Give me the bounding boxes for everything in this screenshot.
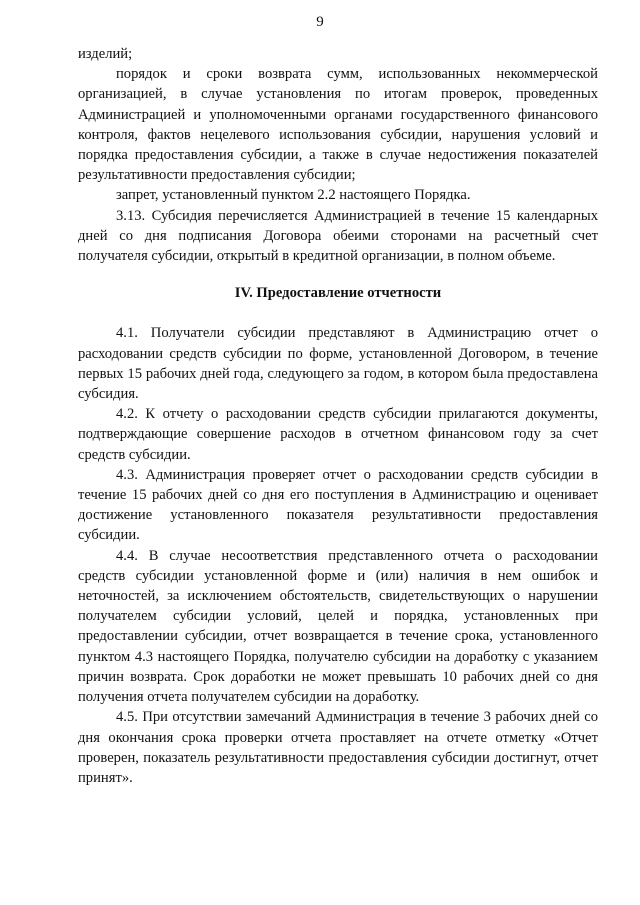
paragraph-4-1: 4.1. Получатели субсидии представляют в Администрацию отчет о расходовании средств субсидии по форме, установленной Договором, в течение первых 15 рабочих дней года, следующего за годом, в котором была предоставлена субсидия.	[78, 325, 598, 403]
paragraph-4-3: 4.3. Администрация проверяет отчет о расходовании средств субсидии в течение 15 рабочих дней со дня его поступления в Администрацию и оценивает достижение установленного показателя результативности предоставления субсидии.	[78, 466, 598, 544]
paragraph-4-2: 4.2. К отчету о расходовании средств субсидии прилагаются документы, подтверждающие совершение расходов в отчетном финансовом году за счет средств субсидии.	[78, 406, 598, 463]
paragraph-4-4: 4.4. В случае несоответствия представленного отчета о расходовании средств субсидии установленной форме и (или) наличия в нем ошибок и неточностей, за исключением обстоятельств, свидетельствующих о нарушении получателем субсидии условий, целей и порядка, установленных при предоставлении субсидии, отчет возвращается в течение срока, установленного пунктом 4.3 настоящего Порядка, получателю субсидии на доработку с указанием причин возврата. Срок доработки не может превышать 10 рабочих дней со дня получения отчета получателем субсидии на доработку.	[78, 547, 598, 706]
paragraph-3-13: 3.13. Субсидия перечисляется Администрацией в течение 15 календарных дней со дня подписания Договора обеими сторонами на расчетный счет получателя субсидии, открытый в кредитной организации, в полном объеме.	[78, 207, 598, 265]
paragraph-refund-procedure: порядок и сроки возврата сумм, использованных некоммерческой организацией, в случае установления по итогам проверок, проведенных Администрацией и уполномоченными органами государственного финансового контроля, фактов нецелевого использования субсидии, нарушения условий и порядка предоставления субсидии, а также в случае недостижения показателей результативности предоставления субсидии;	[78, 66, 598, 184]
paragraph-4-5: 4.5. При отсутствии замечаний Администрация в течение 3 рабочих дней со дня окончания срока проверки отчета проставляет на отчете отметку «Отчет проверен, показатель результативности предоставления субсидии достигнут, отчет принят».	[78, 709, 598, 786]
document-body	[78, 44, 598, 788]
paragraph-continuation: изделий;	[78, 46, 133, 62]
paragraph-prohibition: запрет, установленный пунктом 2.2 настоящего Порядка.	[116, 187, 471, 204]
page-number: 9	[316, 14, 324, 30]
section-title: IV. Предоставление отчетности	[234, 285, 442, 302]
